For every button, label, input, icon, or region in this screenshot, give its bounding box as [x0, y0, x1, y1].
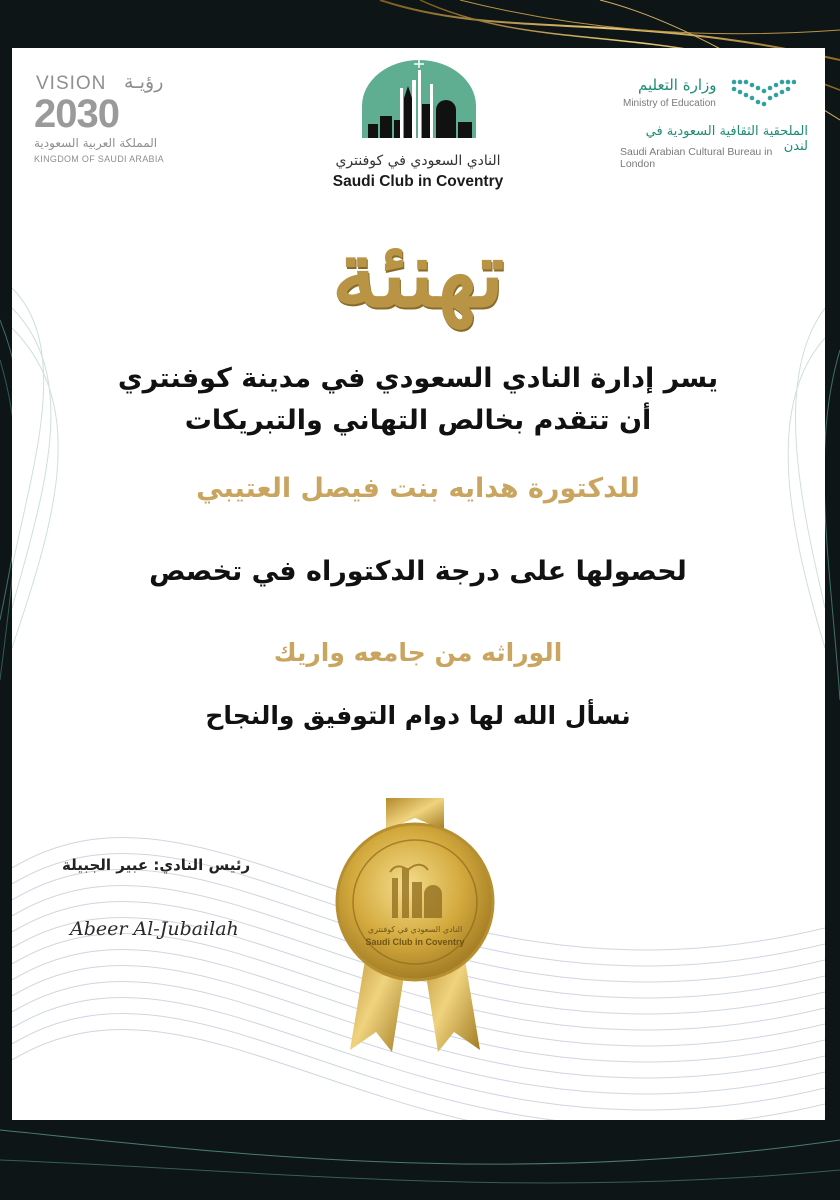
certificate-card — [12, 48, 825, 1120]
gold-seal — [320, 790, 510, 1060]
bureau-name-ar: الملحقية الثقافية السعودية في لندن — [645, 124, 808, 154]
bureau-name-en: Saudi Arabian Cultural Bureau in London — [620, 146, 773, 170]
kingdom-name-en: KINGDOM OF SAUDI ARABIA — [34, 154, 164, 164]
closing-wish: نسأل الله لها دوام التوفيق والنجاح — [205, 701, 631, 730]
seal-club-name-ar: النادي السعودي في كوفنتري — [367, 925, 463, 934]
body-line-1: يسر إدارة النادي السعودي في مدينة كوفنتري — [117, 363, 719, 394]
vision-2030-logo — [32, 70, 192, 170]
kingdom-name-ar: المملكة العربية السعودية — [34, 136, 158, 150]
ministry-name-en: Ministry of Education — [623, 98, 716, 109]
signatory-title: رئيس النادي: عبير الجبيلة — [62, 856, 251, 874]
club-logo — [318, 58, 518, 208]
ministry-name-ar: وزارة التعليم — [638, 76, 717, 94]
ministry-dots-icon — [730, 76, 796, 110]
signature: Abeer Al-Jubailah — [70, 918, 239, 940]
club-skyline-icon — [360, 58, 478, 140]
certificate-title: تهنئة — [331, 220, 505, 328]
club-name-en: Saudi Club in Coventry — [332, 173, 504, 190]
vision-year: 2030 — [34, 92, 119, 136]
seal-club-name-en: Saudi Club in Coventry — [365, 937, 465, 947]
recipient-name: للدكتورة هدايه بنت فيصل العتيبي — [196, 473, 640, 504]
field-of-study: الوراثه من جامعه واريك — [273, 638, 563, 667]
degree-line: لحصولها على درجة الدكتوراه في تخصص — [149, 556, 687, 587]
vision-label-en: VISION — [36, 73, 107, 94]
body-line-2: أن تتقدم بخالص التهاني والتبريكات — [184, 405, 652, 436]
club-name-ar: النادي السعودي في كوفنتري — [335, 153, 501, 169]
ministry-logo — [618, 70, 808, 170]
vision-label-ar: رؤيـة — [124, 71, 164, 93]
